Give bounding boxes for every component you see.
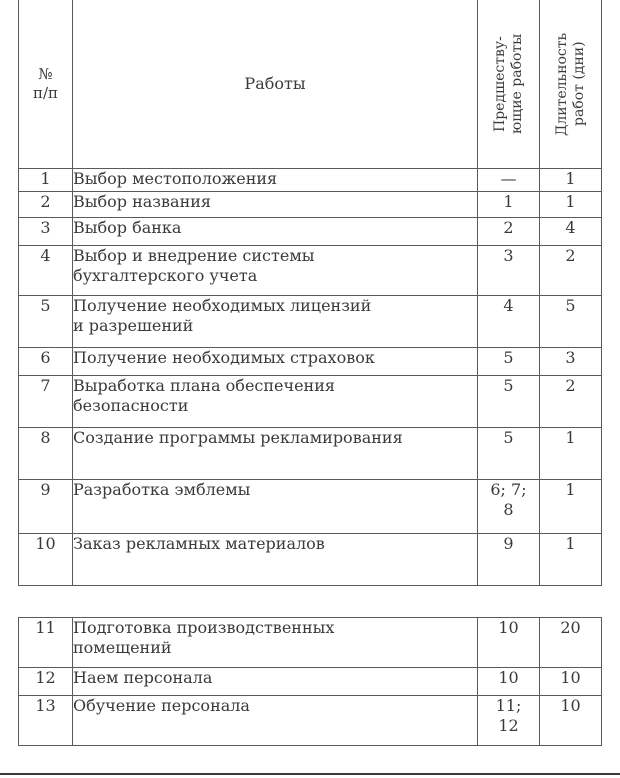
header-duration: Длительность работ (дни) — [540, 0, 602, 168]
work-name: Выбор и внедрение системы бухгалтерского учета — [73, 245, 478, 295]
row-number: 7 — [19, 375, 73, 427]
duration: 1 — [540, 168, 602, 191]
work-name: Выбор местоположения — [73, 168, 478, 191]
row-number: 13 — [19, 696, 73, 746]
predecessors: 1 — [478, 191, 540, 217]
work-name: Обучение персонала — [73, 696, 478, 746]
table-row — [19, 696, 602, 746]
duration: 4 — [540, 217, 602, 245]
table-row — [19, 618, 602, 668]
row-number: 10 — [19, 533, 73, 585]
duration: 1 — [540, 533, 602, 585]
table-row — [19, 479, 602, 533]
predecessors: 4 — [478, 295, 540, 347]
duration: 2 — [540, 245, 602, 295]
page-bottom-rule — [0, 773, 620, 775]
predecessors: 11; 12 — [478, 696, 540, 746]
predecessors: 5 — [478, 427, 540, 479]
work-name: Получение необходимых лицензий и разрешений — [73, 295, 478, 347]
table-row — [19, 375, 602, 427]
predecessors: 10 — [478, 668, 540, 696]
work-schedule-table-part2 — [18, 617, 602, 746]
duration: 1 — [540, 191, 602, 217]
table-row — [19, 168, 602, 191]
predecessors: 10 — [478, 618, 540, 668]
work-name: Разработка эмблемы — [73, 479, 478, 533]
row-number: 6 — [19, 347, 73, 375]
duration: 3 — [540, 347, 602, 375]
row-number: 8 — [19, 427, 73, 479]
duration: 2 — [540, 375, 602, 427]
row-number: 12 — [19, 668, 73, 696]
table-row — [19, 295, 602, 347]
table-row — [19, 427, 602, 479]
predecessors: 6; 7; 8 — [478, 479, 540, 533]
header-predecessors: Предшеству- ющие работы — [478, 0, 540, 168]
duration: 1 — [540, 427, 602, 479]
work-name: Заказ рекламных материалов — [73, 533, 478, 585]
duration: 5 — [540, 295, 602, 347]
predecessors: — — [478, 168, 540, 191]
header-number: № п/п — [19, 0, 73, 168]
duration: 20 — [540, 618, 602, 668]
work-name: Выработка плана обеспечения безопасности — [73, 375, 478, 427]
work-name: Получение необходимых страховок — [73, 347, 478, 375]
row-number: 1 — [19, 168, 73, 191]
predecessors: 5 — [478, 347, 540, 375]
predecessors: 5 — [478, 375, 540, 427]
predecessors: 2 — [478, 217, 540, 245]
table-row — [19, 217, 602, 245]
predecessors: 9 — [478, 533, 540, 585]
row-number: 3 — [19, 217, 73, 245]
row-number: 4 — [19, 245, 73, 295]
work-name: Подготовка производственных помещений — [73, 618, 478, 668]
work-name: Наем персонала — [73, 668, 478, 696]
work-name: Создание программы рекламирования — [73, 427, 478, 479]
header-works: Работы — [73, 0, 478, 168]
row-number: 11 — [19, 618, 73, 668]
table-row — [19, 191, 602, 217]
row-number: 5 — [19, 295, 73, 347]
row-number: 2 — [19, 191, 73, 217]
table-header-row — [19, 0, 602, 168]
table-row — [19, 533, 602, 585]
table-row — [19, 245, 602, 295]
work-name: Выбор названия — [73, 191, 478, 217]
table-row — [19, 668, 602, 696]
predecessors: 3 — [478, 245, 540, 295]
duration: 1 — [540, 479, 602, 533]
work-name: Выбор банка — [73, 217, 478, 245]
row-number: 9 — [19, 479, 73, 533]
duration: 10 — [540, 696, 602, 746]
table-row — [19, 347, 602, 375]
duration: 10 — [540, 668, 602, 696]
work-schedule-table-part1 — [18, 0, 602, 586]
